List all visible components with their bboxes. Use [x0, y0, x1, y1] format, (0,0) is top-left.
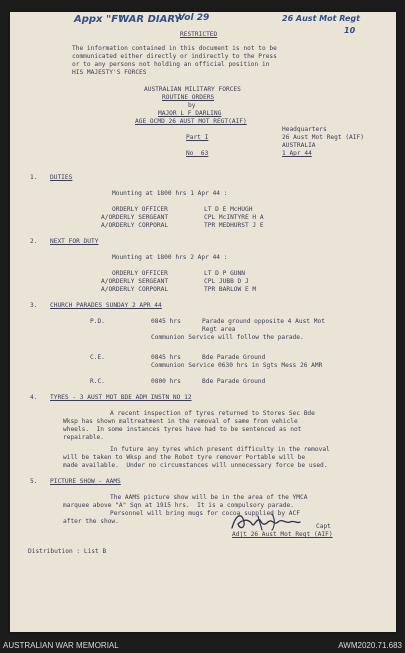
orders-title: ROUTINE ORDERS	[162, 94, 215, 101]
paragraph-line: Personnel will bring mugs for cocoa supplied by ACF	[110, 510, 300, 517]
section-number: 4.	[30, 394, 38, 401]
duty-person: LT D P GUNN	[204, 270, 245, 277]
duty-role: A/ORDERLY SERGEANT	[101, 214, 169, 221]
duty-person: CPL JUBB D J	[204, 278, 249, 285]
appx-annotation: Appx "F"	[74, 14, 124, 25]
duty-role: A/ORDERLY SERGEANT	[101, 278, 169, 285]
section-title-tyres: TYRES - 3 AUST MOT BDE ADM INSTN NO 12	[50, 394, 192, 401]
parade-time: 0845 hrs	[151, 354, 181, 361]
duty-role: ORDERLY OFFICER	[112, 270, 168, 277]
mounting-line: Mounting at 1800 hrs 2 Apr 44 :	[112, 254, 228, 261]
paragraph-line: after the show.	[63, 518, 119, 525]
paragraph-line: wheels. In some instances tyres have had to be sentenced as not	[63, 426, 302, 433]
major-name: MAJOR L F DARLING	[158, 110, 222, 117]
notice-line: or to any persons not holding an official position in	[72, 61, 270, 68]
section-title-next-for-duty: NEXT FOR DUTY	[50, 238, 99, 245]
section-number: 3.	[30, 302, 38, 309]
paragraph-line: made available. Under no circumstances will unnecessary force be used.	[63, 462, 328, 469]
duty-role: A/ORDERLY CORPORAL	[101, 222, 169, 229]
hq-regt: 26 Aust Mot Regt (AIF)	[282, 134, 364, 141]
paragraph-line: marquee above "A" Sqn at 1915 hrs. It is a compulsory parade.	[63, 502, 294, 509]
duty-person: CPL McINTYRE H A	[204, 214, 264, 221]
distribution-line: Distribution : List B	[28, 548, 107, 555]
paragraph-line: will be taken to Wksp and the Robot tyre remover Portable will be	[63, 454, 306, 461]
section-number: 5.	[30, 478, 38, 485]
hq-label: Headquarters	[282, 126, 327, 133]
footer-right: AWM2020.71.683	[338, 641, 402, 650]
duty-person: TPR BARLOW E M	[204, 286, 257, 293]
denomination: C.E.	[90, 354, 105, 361]
duty-person: TPR MEDHURST J E	[204, 222, 264, 229]
section-title-church-parades: CHURCH PARADES SUNDAY 2 APR 44	[50, 302, 162, 309]
paragraph-line: A recent inspection of tyres returned to Stores Sec Bde	[110, 410, 315, 417]
denomination: P.D.	[90, 318, 105, 325]
oc-line: AGE OCMD 26 AUST MOT REGT(AIF)	[135, 118, 247, 125]
document-page	[10, 12, 396, 632]
notice-line: The information contained in this document is not to be	[72, 45, 277, 52]
parade-note: Communion Service will follow the parade.	[151, 334, 304, 341]
force-title: AUSTRALIAN MILITARY FORCES	[144, 86, 241, 93]
section-number: 1.	[30, 174, 38, 181]
notice-line: HIS MAJESTY'S FORCES	[72, 69, 147, 76]
parade-note: Communion Service 0630 hrs in Sgts Mess 26 AMR	[151, 362, 323, 369]
order-number: No 63	[186, 150, 209, 157]
duty-role: ORDERLY OFFICER	[112, 206, 168, 213]
duty-person: LT D E McHUGH	[204, 206, 253, 213]
footer-left: AUSTRALIAN WAR MEMORIAL	[3, 641, 119, 650]
paragraph-line: Wksp has shown maltreatment in the removal of same from vehicle	[63, 418, 298, 425]
restricted-label: RESTRICTED	[180, 31, 218, 38]
denomination: R.C.	[90, 378, 105, 385]
section-number: 2.	[30, 238, 38, 245]
parade-time: 0845 hrs	[151, 318, 181, 325]
parade-time: 0800 hrs	[151, 378, 181, 385]
mounting-line: Mounting at 1800 hrs 1 Apr 44 :	[112, 190, 228, 197]
vol-annotation: Vol 29	[178, 13, 210, 23]
paragraph-line: repairable.	[63, 434, 104, 441]
by-label: by	[188, 102, 196, 109]
signature-adjt: Adjt 26 Aust Mot Regt (AIF)	[232, 531, 333, 538]
paragraph-line: In future any tyres which present difficulty in the removal	[110, 446, 330, 453]
footer-bar	[0, 639, 405, 653]
parade-place: Bde Parade Ground	[202, 378, 266, 385]
part-label: Part I	[186, 134, 209, 141]
section-title-picture-show: PICTURE SHOW - AAMS	[50, 478, 121, 485]
hq-country: AUSTRALIA	[282, 142, 316, 149]
page-number-annotation: 10	[344, 26, 356, 35]
parade-place: Regt area	[202, 326, 236, 333]
notice-line: communicated either directly or indirectly to the Press	[72, 53, 277, 60]
paragraph-line: The AAMS picture show will be in the area of the YMCA	[110, 494, 308, 501]
signature-rank: Capt	[316, 523, 331, 530]
war-diary-annotation: WAR DIARY	[118, 14, 182, 25]
order-date: 1 Apr 44	[282, 150, 312, 157]
unit-annotation: 26 Aust Mot Regt	[282, 14, 360, 23]
parade-place: Bde Parade Ground	[202, 354, 266, 361]
duty-role: A/ORDERLY CORPORAL	[101, 286, 169, 293]
parade-place: Parade ground opposite 4 Aust Mot	[202, 318, 325, 325]
section-title-duties: DUTIES	[50, 174, 73, 181]
